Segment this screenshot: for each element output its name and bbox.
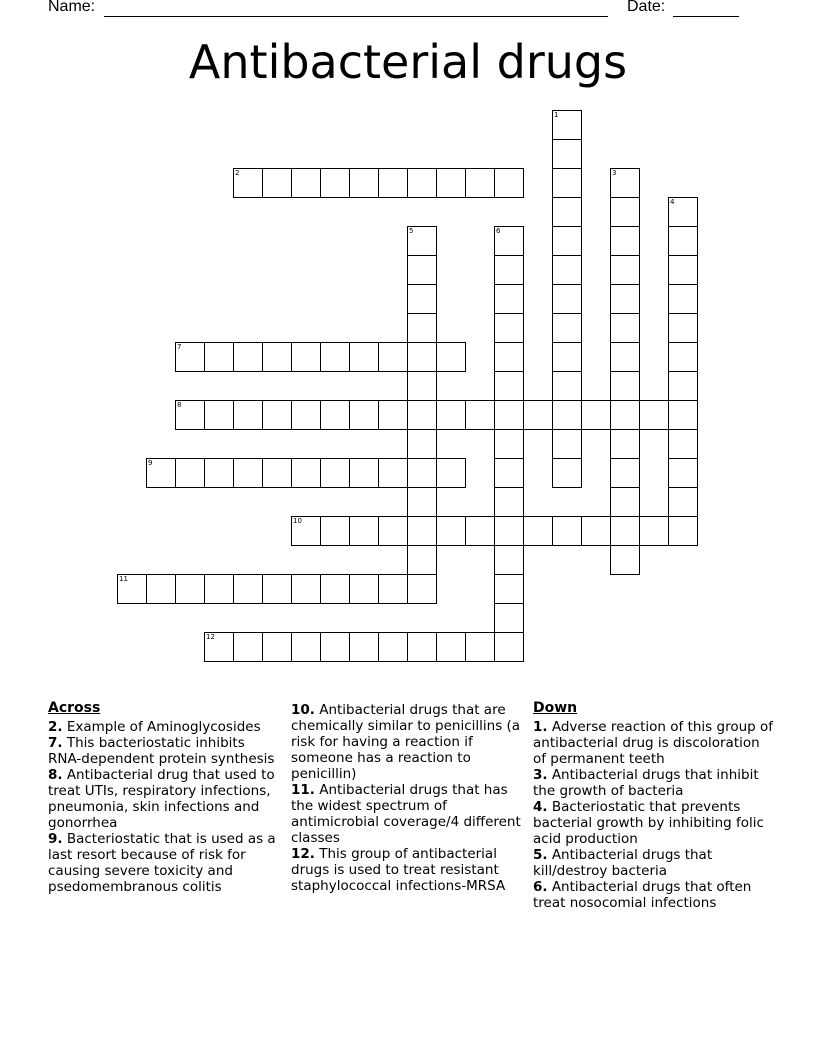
grid-cell[interactable]: [523, 516, 553, 546]
grid-cell[interactable]: [233, 400, 263, 430]
grid-cell[interactable]: [494, 458, 524, 488]
grid-cell[interactable]: [291, 574, 321, 604]
grid-cell[interactable]: [668, 284, 698, 314]
clue-number: 8: [177, 401, 182, 409]
grid-cell[interactable]: [668, 371, 698, 401]
grid-cell[interactable]: [407, 632, 437, 662]
clue-number: 6.: [533, 879, 548, 895]
grid-cell[interactable]: [552, 139, 582, 169]
clue-text: Antibacterial drug that used to treat UTIs, respiratory infections, pneumonia, skin infections and gonorrhea: [48, 767, 275, 831]
down-clue-list: [533, 719, 773, 911]
grid-cell[interactable]: [494, 168, 524, 198]
grid-cell[interactable]: [639, 516, 669, 546]
grid-cell[interactable]: [552, 458, 582, 488]
grid-cell[interactable]: [146, 458, 176, 488]
clue: [533, 767, 773, 799]
grid-cell[interactable]: [465, 168, 495, 198]
grid-cell[interactable]: [291, 168, 321, 198]
grid-cell[interactable]: [233, 632, 263, 662]
grid-cell[interactable]: [610, 487, 640, 517]
grid-cell[interactable]: [378, 400, 408, 430]
clue-number: 10: [293, 517, 302, 525]
clue: [291, 702, 523, 782]
clue-number: 4.: [533, 799, 548, 815]
grid-cell[interactable]: [320, 516, 350, 546]
grid-cell[interactable]: [552, 226, 582, 256]
grid-cell[interactable]: [407, 342, 437, 372]
grid-cell[interactable]: [407, 371, 437, 401]
grid-cell[interactable]: [639, 400, 669, 430]
clue-text: This bacteriostatic inhibits RNA-dependent protein synthesis: [48, 735, 275, 767]
grid-cell[interactable]: [552, 284, 582, 314]
grid-cell[interactable]: [320, 400, 350, 430]
grid-cell[interactable]: [407, 313, 437, 343]
grid-cell[interactable]: [204, 342, 234, 372]
grid-cell[interactable]: [494, 516, 524, 546]
grid-cell[interactable]: [175, 458, 205, 488]
grid-cell[interactable]: [349, 342, 379, 372]
clue-text: Example of Aminoglycosides: [62, 719, 261, 735]
grid-cell[interactable]: [320, 458, 350, 488]
grid-cell[interactable]: [378, 458, 408, 488]
grid-cell[interactable]: [349, 458, 379, 488]
clue-number: 1.: [533, 719, 548, 735]
grid-cell[interactable]: [552, 110, 582, 140]
clue-text: Antibacterial drugs that are chemically similar to penicillins (a risk for having a reaction if someone has a reaction to penicillin): [291, 702, 521, 782]
grid-cell[interactable]: [407, 226, 437, 256]
grid-cell[interactable]: [175, 400, 205, 430]
clue-number: 8.: [48, 767, 63, 783]
grid-cell[interactable]: [233, 168, 263, 198]
grid-cell[interactable]: [407, 168, 437, 198]
grid-cell[interactable]: [407, 516, 437, 546]
clue: [48, 831, 280, 895]
grid-cell[interactable]: [204, 400, 234, 430]
grid-cell[interactable]: [610, 313, 640, 343]
grid-cell[interactable]: [436, 516, 466, 546]
across-clues-continued: [291, 702, 523, 894]
clue-text: This group of antibacterial drugs is used to treat resistant staphylococcal infections-MRSA: [291, 846, 506, 894]
grid-cell[interactable]: [378, 168, 408, 198]
grid-cell[interactable]: [552, 168, 582, 198]
clue: [48, 719, 280, 735]
grid-cell[interactable]: [610, 255, 640, 285]
grid-cell[interactable]: [610, 342, 640, 372]
grid-cell[interactable]: [407, 400, 437, 430]
grid-cell[interactable]: [291, 632, 321, 662]
grid-cell[interactable]: [378, 574, 408, 604]
clue-number: 4: [670, 198, 675, 206]
down-heading: Down: [533, 700, 578, 716]
clue-number: 3: [612, 169, 617, 177]
grid-cell[interactable]: [494, 342, 524, 372]
grid-cell[interactable]: [262, 458, 292, 488]
grid-cell[interactable]: [494, 226, 524, 256]
grid-cell[interactable]: [523, 400, 553, 430]
clue-number: 5.: [533, 847, 548, 863]
grid-cell[interactable]: [552, 371, 582, 401]
clue-number: 10.: [291, 702, 315, 718]
grid-cell[interactable]: [175, 574, 205, 604]
clue-number: 12.: [291, 846, 315, 862]
grid-cell[interactable]: [349, 400, 379, 430]
grid-cell[interactable]: [610, 371, 640, 401]
across-clue-list: [48, 719, 280, 895]
grid-cell[interactable]: [436, 168, 466, 198]
grid-cell[interactable]: [204, 458, 234, 488]
clue-number: 6: [496, 227, 501, 235]
grid-cell[interactable]: [668, 197, 698, 227]
grid-cell[interactable]: [668, 487, 698, 517]
clue-text: Antibacterial drugs that inhibit the growth of bacteria: [533, 767, 759, 799]
grid-cell[interactable]: [436, 342, 466, 372]
grid-cell[interactable]: [436, 400, 466, 430]
grid-cell[interactable]: [233, 458, 263, 488]
clue: [291, 782, 523, 846]
grid-cell[interactable]: [175, 342, 205, 372]
grid-cell[interactable]: [291, 458, 321, 488]
grid-cell[interactable]: [262, 342, 292, 372]
clue-number: 9: [148, 459, 153, 467]
grid-cell[interactable]: [610, 197, 640, 227]
name-label: Name:: [48, 0, 96, 15]
grid-cell[interactable]: [610, 458, 640, 488]
grid-cell[interactable]: [494, 429, 524, 459]
grid-cell[interactable]: [204, 632, 234, 662]
grid-cell[interactable]: [581, 400, 611, 430]
grid-cell[interactable]: [407, 284, 437, 314]
page-title: Antibacterial drugs: [188, 35, 628, 89]
grid-cell[interactable]: [552, 255, 582, 285]
grid-cell[interactable]: [320, 574, 350, 604]
grid-cell[interactable]: [610, 168, 640, 198]
grid-cell[interactable]: [378, 632, 408, 662]
grid-cell[interactable]: [610, 226, 640, 256]
grid-cell[interactable]: [465, 400, 495, 430]
grid-cell[interactable]: [465, 632, 495, 662]
grid-cell[interactable]: [610, 545, 640, 575]
grid-cell[interactable]: [668, 458, 698, 488]
grid-cell[interactable]: [552, 400, 582, 430]
grid-cell[interactable]: [291, 342, 321, 372]
clue-number: 9.: [48, 831, 63, 847]
grid-cell[interactable]: [262, 400, 292, 430]
grid-cell[interactable]: [610, 429, 640, 459]
grid-cell[interactable]: [494, 400, 524, 430]
grid-cell[interactable]: [552, 516, 582, 546]
clue-number: 2.: [48, 719, 63, 735]
grid-cell[interactable]: [494, 284, 524, 314]
grid-cell[interactable]: [407, 458, 437, 488]
clue-number: 1: [554, 111, 559, 119]
grid-cell[interactable]: [668, 226, 698, 256]
grid-cell[interactable]: [407, 545, 437, 575]
grid-cell[interactable]: [349, 574, 379, 604]
grid-cell[interactable]: [204, 574, 234, 604]
grid-cell[interactable]: [117, 574, 147, 604]
grid-cell[interactable]: [262, 168, 292, 198]
clue-number: 3.: [533, 767, 548, 783]
grid-cell[interactable]: [436, 632, 466, 662]
grid-cell[interactable]: [494, 487, 524, 517]
clue-number: 7.: [48, 735, 63, 751]
grid-cell[interactable]: [378, 516, 408, 546]
grid-cell[interactable]: [494, 313, 524, 343]
grid-cell[interactable]: [320, 342, 350, 372]
grid-cell[interactable]: [349, 168, 379, 198]
clue: [48, 735, 280, 767]
grid-cell[interactable]: [668, 313, 698, 343]
grid-cell[interactable]: [494, 603, 524, 633]
grid-cell[interactable]: [668, 429, 698, 459]
grid-cell[interactable]: [494, 632, 524, 662]
clue-number: 11.: [291, 782, 315, 798]
grid-cell[interactable]: [494, 255, 524, 285]
grid-cell[interactable]: [407, 487, 437, 517]
clue-number: 5: [409, 227, 414, 235]
clue-text: Antibacterial drugs that kill/destroy bacteria: [533, 847, 713, 879]
grid-cell[interactable]: [610, 400, 640, 430]
clue-number: 2: [235, 169, 240, 177]
clue-text: Bacteriostatic that prevents bacterial growth by inhibiting folic acid production: [533, 799, 764, 847]
grid-cell[interactable]: [349, 632, 379, 662]
clue: [291, 846, 523, 894]
grid-cell[interactable]: [581, 516, 611, 546]
grid-cell[interactable]: [349, 516, 379, 546]
grid-cell[interactable]: [407, 574, 437, 604]
grid-cell[interactable]: [291, 516, 321, 546]
grid-cell[interactable]: [552, 429, 582, 459]
grid-cell[interactable]: [610, 516, 640, 546]
grid-cell[interactable]: [668, 342, 698, 372]
across-heading: Across: [48, 700, 101, 716]
clue: [533, 879, 773, 911]
grid-cell[interactable]: [262, 574, 292, 604]
grid-cell[interactable]: [552, 342, 582, 372]
clue-number: 11: [119, 575, 128, 583]
grid-cell[interactable]: [552, 313, 582, 343]
grid-cell[interactable]: [407, 255, 437, 285]
grid-cell[interactable]: [494, 545, 524, 575]
clue-number: 12: [206, 633, 215, 641]
grid-cell[interactable]: [378, 342, 408, 372]
grid-cell[interactable]: [262, 632, 292, 662]
clue: [533, 719, 773, 767]
clue: [533, 847, 773, 879]
grid-cell[interactable]: [668, 400, 698, 430]
grid-cell[interactable]: [233, 342, 263, 372]
grid-cell[interactable]: [465, 516, 495, 546]
clue: [48, 767, 280, 831]
clue-text: Antibacterial drugs that often treat nosocomial infections: [533, 879, 752, 911]
grid-cell[interactable]: [552, 197, 582, 227]
grid-cell[interactable]: [407, 429, 437, 459]
grid-cell[interactable]: [668, 516, 698, 546]
grid-cell[interactable]: [610, 284, 640, 314]
grid-cell[interactable]: [233, 574, 263, 604]
grid-cell[interactable]: [291, 400, 321, 430]
clue-text: Adverse reaction of this group of antibacterial drug is discoloration of permanent teeth: [533, 719, 774, 767]
clue: [533, 799, 773, 847]
across-clue-list: [291, 702, 523, 894]
down-clues: [533, 700, 773, 911]
clue-number: 7: [177, 343, 182, 351]
clue-text: Bacteriostatic that is used as a last resort because of risk for causing severe toxicity and psedomembranous colitis: [48, 831, 276, 895]
clue-text: Antibacterial drugs that has the widest spectrum of antimicrobial coverage/4 different classes: [291, 782, 521, 846]
date-label: Date:: [627, 0, 666, 15]
grid-cell[interactable]: [668, 255, 698, 285]
grid-cell[interactable]: [320, 632, 350, 662]
grid-cell[interactable]: [320, 168, 350, 198]
grid-cell[interactable]: [494, 574, 524, 604]
grid-cell[interactable]: [494, 371, 524, 401]
across-clues: [48, 700, 280, 895]
grid-cell[interactable]: [146, 574, 176, 604]
grid-cell[interactable]: [436, 458, 466, 488]
